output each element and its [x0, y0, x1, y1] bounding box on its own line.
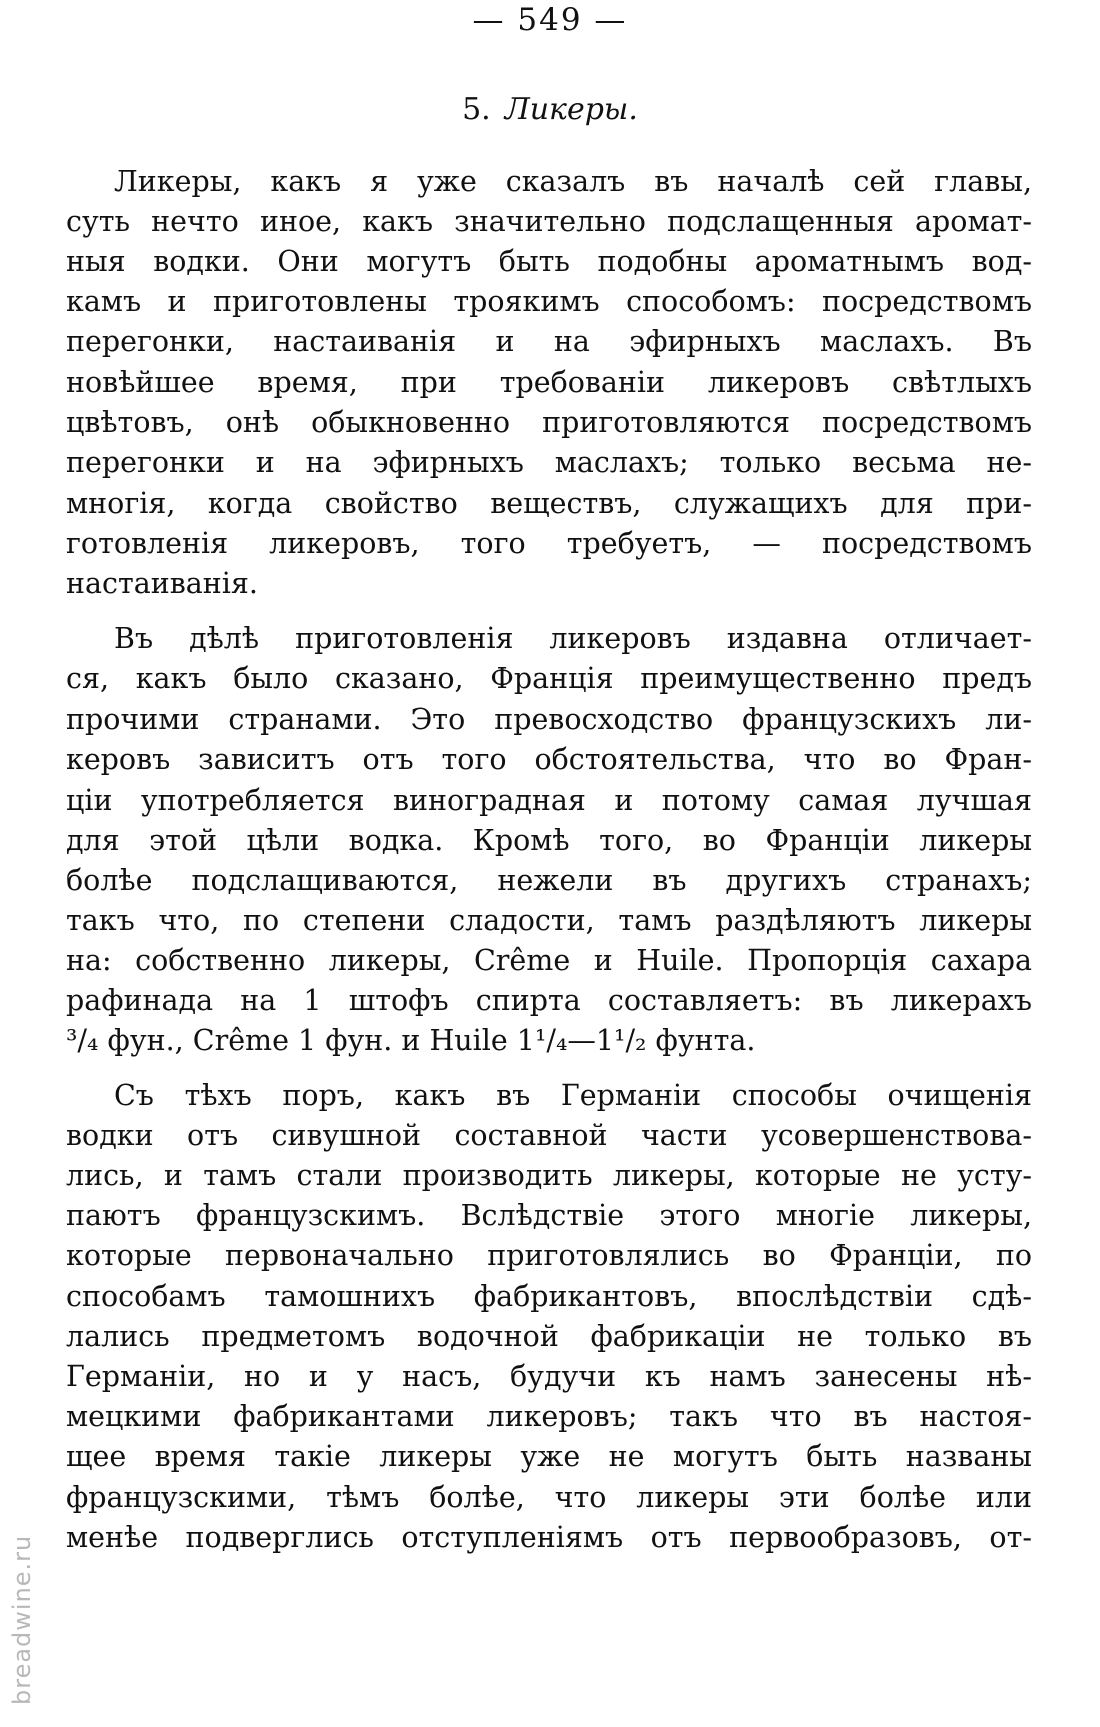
- text-line: водки отъ сивушной составной части усовершенствова-: [66, 1119, 1032, 1152]
- text-line: лись, и тамъ стали производить ликеры, которые не усту-: [66, 1159, 1032, 1192]
- text-line: перегонки, настаиванія и на эфирныхъ маслахъ. Въ: [66, 325, 1032, 358]
- text-line: такъ что, по степени сладости, тамъ раздѣляютъ ликеры: [66, 904, 1032, 937]
- text-line: болѣе подслащиваются, нежели въ другихъ странахъ;: [66, 864, 1032, 897]
- text-line: рафинада на 1 штофъ спирта составляетъ: въ ликерахъ: [66, 984, 1032, 1017]
- text-line: щее время такіе ликеры уже не могутъ быть названы: [66, 1440, 1032, 1473]
- section-number: 5.: [462, 92, 491, 127]
- text-line: ³/₄ фун., Crême 1 фун. и Huile 1¹/₄—1¹/₂ фунта.: [66, 1024, 756, 1057]
- text-line: Въ дѣлѣ приготовленія ликеровъ издавна отличает-: [114, 622, 1032, 655]
- text-line: прочими странами. Это превосходство французскихъ ли-: [66, 703, 1032, 736]
- section-heading: [0, 92, 1100, 127]
- text-line: камъ и приготовлены троякимъ способомъ: посредствомъ: [66, 285, 1032, 318]
- text-line: цвѣтовъ, онѣ обыкновенно приготовляются посредствомъ: [66, 406, 1032, 439]
- text-line: которые первоначально приготовлялись во Франціи, по: [66, 1239, 1032, 1272]
- text-line: новѣйшее время, при требованіи ликеровъ свѣтлыхъ: [66, 366, 1032, 399]
- text-line: ціи употребляется виноградная и потому самая лучшая: [66, 784, 1032, 817]
- text-line: паютъ французскимъ. Вслѣдствіе этого многіе ликеры,: [66, 1199, 1032, 1232]
- text-line: менѣе подверглись отступленіямъ отъ первообразовъ, от-: [66, 1521, 1032, 1554]
- section-title: Ликеры.: [504, 92, 638, 127]
- text-line: лались предметомъ водочной фабрикаціи не только въ: [66, 1320, 1032, 1353]
- text-line: способамъ тамошнихъ фабрикантовъ, впослѣдствіи сдѣ-: [66, 1280, 1032, 1313]
- text-line: на: собственно ликеры, Crême и Huile. Пропорція сахара: [66, 944, 1032, 977]
- text-line: настаиванія.: [66, 567, 258, 600]
- text-line: керовъ зависитъ отъ того обстоятельства, что во Фран-: [66, 743, 1032, 776]
- text-line: многія, когда свойство веществъ, служащихъ для при-: [66, 487, 1032, 520]
- site-watermark: breadwine.ru: [8, 1534, 36, 1705]
- text-line: для этой цѣли водка. Кромѣ того, во Франціи ликеры: [66, 824, 1032, 857]
- text-line: суть нечто иное, какъ значительно подслащенныя аромат-: [66, 205, 1032, 238]
- text-line: Ликеры, какъ я уже сказалъ въ началѣ сей главы,: [114, 165, 1032, 198]
- text-line: ся, какъ было сказано, Франція преимущественно предъ: [66, 662, 1032, 695]
- text-line: французскими, тѣмъ болѣе, что ликеры эти болѣе или: [66, 1481, 1032, 1514]
- text-line: готовленія ликеровъ, того требуетъ, — посредствомъ: [66, 527, 1032, 560]
- text-line: ныя водки. Они могутъ быть подобны ароматнымъ вод-: [66, 245, 1032, 278]
- page-number: — 549 —: [472, 2, 628, 38]
- text-line: Германіи, но и у насъ, будучи къ намъ занесены нѣ-: [66, 1360, 1032, 1393]
- text-line: перегонки и на эфирныхъ маслахъ; только весьма не-: [66, 446, 1032, 479]
- text-line: мецкими фабрикантами ликеровъ; такъ что въ настоя-: [66, 1400, 1032, 1433]
- text-line: Съ тѣхъ поръ, какъ въ Германіи способы очищенія: [114, 1079, 1032, 1112]
